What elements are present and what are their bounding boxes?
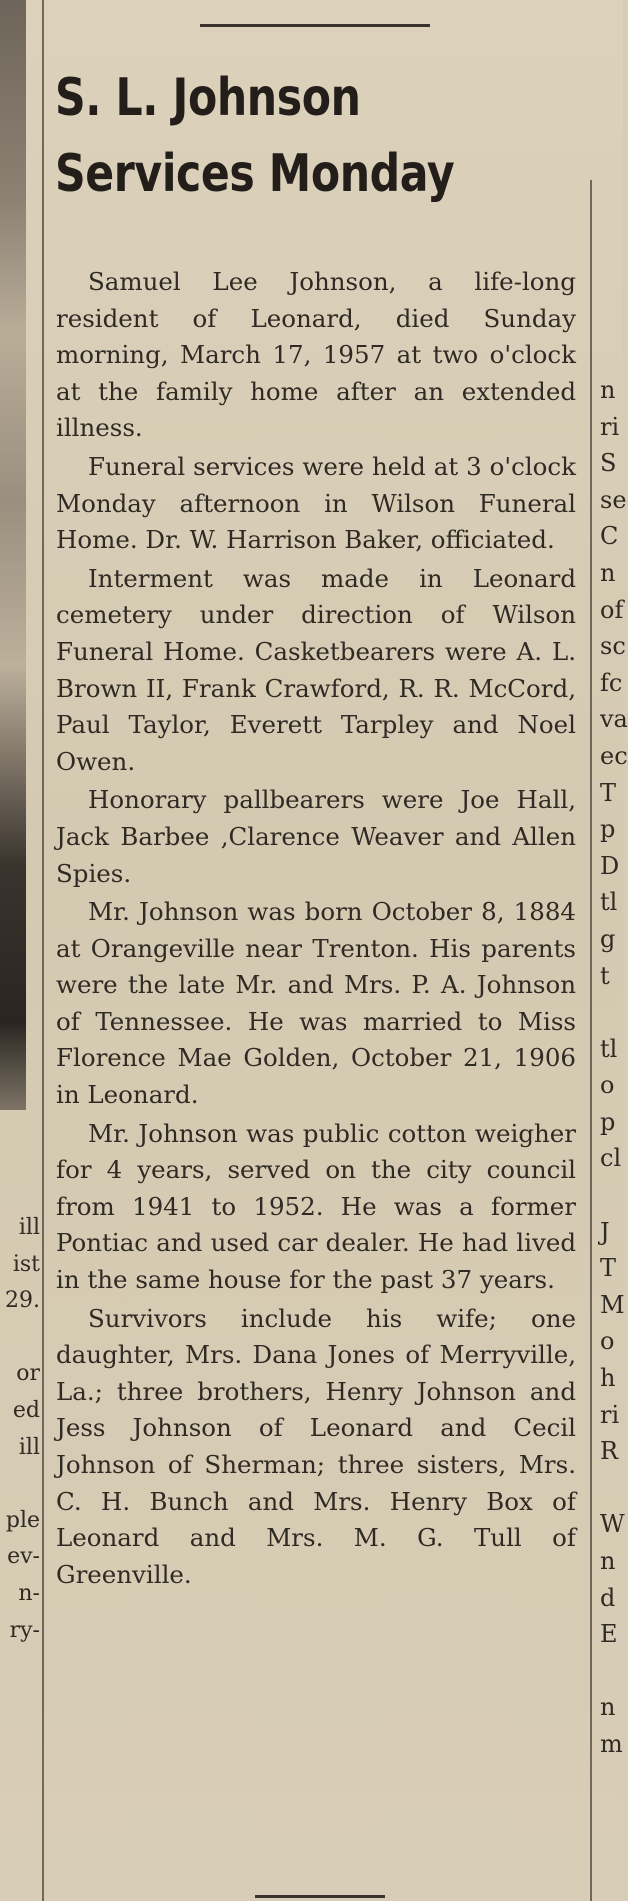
left-fragment-line: ed xyxy=(12,1397,40,1423)
paragraph-interment: Interment was made in Leonard cemetery under direction of Wilson Funeral Home. Casketbearers were A. L. Brown II, Frank Crawford, R. R. McCord, Paul Taylor, Everett Tarpley and Noel Owen. xyxy=(56,563,576,776)
right-fragment-line: tl xyxy=(600,888,618,917)
right-fragment-line: g xyxy=(600,924,616,953)
right-fragment-line: d xyxy=(600,1583,616,1612)
bottom-divider xyxy=(255,1895,385,1898)
left-fragment-line: ist xyxy=(12,1251,40,1277)
paragraph-biography: Mr. Johnson was born October 8, 1884 at Orangeville near Trenton. His parents were the late Mr. and Mrs. P. A. Johnson of Tennessee. He was married to Miss Florence Mae Golden, October 21, 1906 in Leonard. xyxy=(56,897,576,1110)
right-fragment-line: M xyxy=(600,1290,625,1319)
right-fragment-line: o xyxy=(600,1071,615,1100)
left-fragment-line: n- xyxy=(18,1580,40,1606)
right-fragment-line: fc xyxy=(600,668,623,697)
right-fragment-line: sc xyxy=(600,632,626,661)
right-fragment-line: ri xyxy=(600,412,620,441)
adjacent-photo-fragment xyxy=(0,0,26,1110)
right-fragment-line: T xyxy=(600,778,617,807)
headline-line-2: Services Monday xyxy=(55,144,455,204)
left-fragment-line: ill xyxy=(18,1434,40,1460)
right-fragment-line: J xyxy=(600,1217,610,1246)
right-fragment-line xyxy=(600,994,623,1031)
right-fragment-line: n xyxy=(600,1547,616,1575)
right-fragment-line: W xyxy=(600,1510,625,1539)
headline-line-1: S. L. Johnson xyxy=(55,68,361,128)
right-fragment-line: o xyxy=(600,1327,615,1356)
right-fragment-line: p xyxy=(600,815,616,844)
right-fragment-line: cl xyxy=(600,1144,622,1173)
right-fragment-line: T xyxy=(600,1254,617,1283)
paragraph-career: Mr. Johnson was public cotton weigher for 4 years, served on the city council from 1941 to 1952. He was a former Pontiac and used car dealer. He had lived in the same house for the past 37 years. xyxy=(56,1118,576,1295)
paragraph-funeral-services: Funeral services were held at 3 o'clock Monday afternoon in Wilson Funeral Home. Dr. W. Harrison Baker, officiated. xyxy=(56,451,576,555)
right-fragment-line: C xyxy=(600,522,619,551)
right-column-rule xyxy=(590,180,592,1901)
left-column-rule xyxy=(42,0,44,1901)
right-fragment-line xyxy=(600,1653,623,1690)
right-fragment-line: R xyxy=(600,1437,619,1466)
left-fragment-line: ill xyxy=(18,1215,40,1240)
right-fragment-line: n xyxy=(600,558,616,587)
right-fragment-line: m xyxy=(600,1729,623,1758)
left-fragment-line: ple xyxy=(5,1507,40,1533)
left-fragment-line xyxy=(0,1320,40,1357)
left-fragment-line: ry- xyxy=(9,1617,40,1643)
headline xyxy=(55,60,481,212)
right-fragment-line: tl xyxy=(600,1034,618,1063)
top-divider xyxy=(200,24,430,27)
right-fragment-line xyxy=(600,1470,623,1507)
right-fragment-line xyxy=(600,1177,623,1214)
right-fragment-line: E xyxy=(600,1620,618,1649)
paragraph-honorary-pallbearers: Honorary pallbearers were Joe Hall, Jack Barbee ,Clarence Weaver and Allen Spies. xyxy=(56,785,576,888)
right-fragment-line: n xyxy=(600,1693,616,1722)
paragraph-survivors: Survivors include his wife; one daughter, Mrs. Dana Jones of Merryville, La.; three brothers, Henry Johnson and Jess Johnson of Leonard and Cecil Johnson of Sherman; three sisters, Mrs. C. H. Bunch and Mrs. Henry Box of Leonard and Mrs. M. G. Tull of Greenville. xyxy=(56,1303,576,1589)
adjacent-right-column-fragment xyxy=(600,372,628,1763)
right-fragment-line: ri xyxy=(600,1400,620,1429)
right-fragment-line: ec xyxy=(600,741,628,770)
right-fragment-line: h xyxy=(600,1364,616,1393)
right-fragment-line: p xyxy=(600,1107,616,1136)
right-fragment-line: D xyxy=(600,851,620,880)
paragraph-death-notice: Samuel Lee Johnson, a life-long resident of Leonard, died Sunday morning, March 17, 1957 at two o'clock at the family home after an extended illness. xyxy=(56,267,576,443)
article-body xyxy=(56,264,576,1595)
right-fragment-line: va xyxy=(600,705,628,734)
adjacent-left-column-fragment xyxy=(0,1210,40,1649)
left-fragment-line: or xyxy=(16,1361,40,1387)
right-fragment-line: n xyxy=(600,376,616,404)
right-fragment-line: S xyxy=(600,449,617,478)
left-fragment-line xyxy=(0,1466,40,1503)
right-fragment-line: of xyxy=(600,595,624,624)
right-fragment-line: t xyxy=(600,961,610,990)
right-fragment-line: se xyxy=(600,485,627,514)
left-fragment-line: ev- xyxy=(7,1544,40,1570)
left-fragment-line: 29. xyxy=(5,1288,40,1314)
